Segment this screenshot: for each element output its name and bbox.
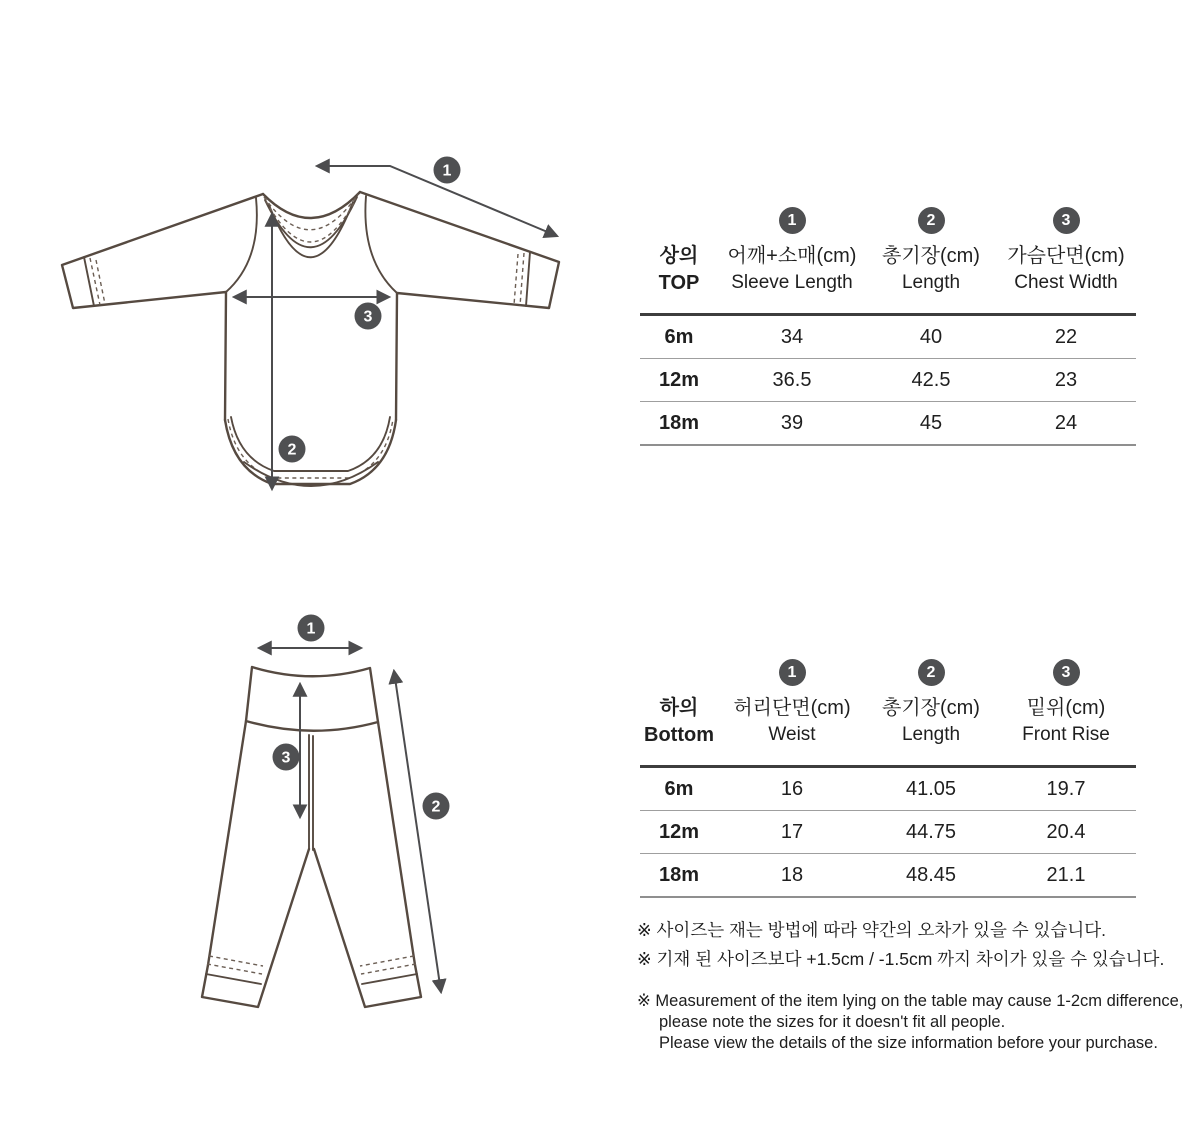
value-cell: 20.4	[1046, 820, 1086, 843]
svg-text:1: 1	[306, 620, 316, 638]
value-cell: 39	[780, 411, 804, 434]
col-header-ko: 총기장(cm)	[882, 245, 980, 267]
top-table-label-en: TOP	[658, 272, 700, 294]
top-size-table	[640, 207, 1136, 446]
note-en-line: Please view the details of the size information before your purchase.	[659, 1033, 1158, 1052]
size-label: 18m	[658, 411, 700, 434]
top-table-label-ko: 상의	[659, 245, 699, 267]
note-ko-line: ※ 기재 된 사이즈보다 +1.5cm / -1.5cm 까지 차이가 있을 수 있습니다.	[637, 949, 1165, 969]
value-cell: 48.45	[905, 863, 957, 886]
bottom-table-label-ko: 하의	[659, 697, 699, 719]
measure-badge-2	[423, 793, 450, 820]
table-row	[640, 854, 1136, 898]
col-header-en: Length	[901, 724, 961, 745]
value-cell: 17	[780, 820, 804, 843]
col-header-ko: 밑위(cm)	[1026, 697, 1106, 719]
table-row	[640, 768, 1136, 811]
notes-korean	[637, 916, 1177, 974]
top-col-chest-width	[996, 207, 1136, 296]
value-cell: 44.75	[905, 820, 957, 843]
bottom-table-label	[640, 659, 718, 748]
svg-text:1: 1	[442, 162, 452, 180]
badge-1-icon: 1	[779, 207, 806, 234]
value-cell: 24	[1054, 411, 1078, 434]
size-label: 6m	[664, 325, 694, 348]
top-col-length	[866, 207, 996, 296]
note-en-line: please note the sizes for it doesn't fit all people.	[659, 1012, 1006, 1031]
col-header-en: Length	[901, 272, 961, 293]
table-row	[640, 402, 1136, 446]
col-header-en: Sleeve Length	[731, 272, 853, 293]
pants-diagram	[140, 600, 490, 1030]
bottom-table-label-en: Bottom	[644, 724, 714, 746]
value-cell: 36.5	[772, 368, 812, 391]
badge-3-icon: 3	[1053, 659, 1080, 686]
value-cell: 45	[919, 411, 943, 434]
col-header-ko: 총기장(cm)	[882, 697, 980, 719]
note-en-line: ※ Measurement of the item lying on the table may cause 1-2cm difference,	[637, 992, 1184, 1010]
value-cell: 40	[919, 325, 943, 348]
measure-badge-1	[434, 157, 461, 184]
size-label: 12m	[658, 368, 700, 391]
value-cell: 41.05	[905, 777, 957, 800]
bottom-col-waist	[718, 659, 866, 748]
svg-text:2: 2	[287, 441, 297, 459]
bodysuit-outline	[62, 192, 559, 486]
col-header-ko: 허리단면(cm)	[733, 697, 851, 719]
badge-1-icon: 1	[779, 659, 806, 686]
svg-text:3: 3	[363, 308, 373, 326]
value-cell: 23	[1054, 368, 1078, 391]
table-row	[640, 359, 1136, 402]
col-header-en: Chest Width	[1014, 272, 1118, 293]
top-table-body	[640, 313, 1136, 446]
value-cell: 16	[780, 777, 804, 800]
svg-text:2: 2	[431, 798, 441, 816]
bodysuit-diagram	[30, 140, 580, 520]
pants-outline	[202, 667, 421, 1007]
value-cell: 34	[780, 325, 804, 348]
pants-measure-arrows	[259, 648, 441, 992]
value-cell: 19.7	[1046, 777, 1086, 800]
badge-3-icon: 3	[1053, 207, 1080, 234]
bottom-table-header	[640, 659, 1136, 765]
measure-badge-1	[298, 615, 325, 642]
badge-2-icon: 2	[918, 659, 945, 686]
notes-english	[637, 991, 1197, 1053]
value-cell: 22	[1054, 325, 1078, 348]
bottom-col-front-rise	[996, 659, 1136, 748]
svg-text:3: 3	[281, 749, 291, 767]
value-cell: 21.1	[1046, 863, 1086, 886]
pants-length-arrow	[394, 671, 441, 992]
table-row	[640, 316, 1136, 359]
col-header-en: Weist	[768, 724, 816, 745]
measure-badge-2	[279, 436, 306, 463]
bottom-table-body	[640, 765, 1136, 898]
bottom-size-table	[640, 659, 1136, 898]
size-label: 18m	[658, 863, 700, 886]
col-header-en: Front Rise	[1022, 724, 1110, 745]
value-cell: 42.5	[911, 368, 951, 391]
value-cell: 18	[780, 863, 804, 886]
note-ko-line: ※ 사이즈는 재는 방법에 따라 약간의 오차가 있을 수 있습니다.	[637, 920, 1107, 940]
size-label: 12m	[658, 820, 700, 843]
bottom-col-length	[866, 659, 996, 748]
top-col-sleeve-length	[718, 207, 866, 296]
col-header-ko: 어깨+소매(cm)	[727, 245, 857, 267]
col-header-ko: 가슴단면(cm)	[1007, 245, 1125, 267]
measure-badge-3	[355, 303, 382, 330]
badge-2-icon: 2	[918, 207, 945, 234]
top-table-label	[640, 207, 718, 296]
top-table-header	[640, 207, 1136, 313]
measure-badge-3	[273, 744, 300, 771]
size-label: 6m	[664, 777, 694, 800]
table-row	[640, 811, 1136, 854]
